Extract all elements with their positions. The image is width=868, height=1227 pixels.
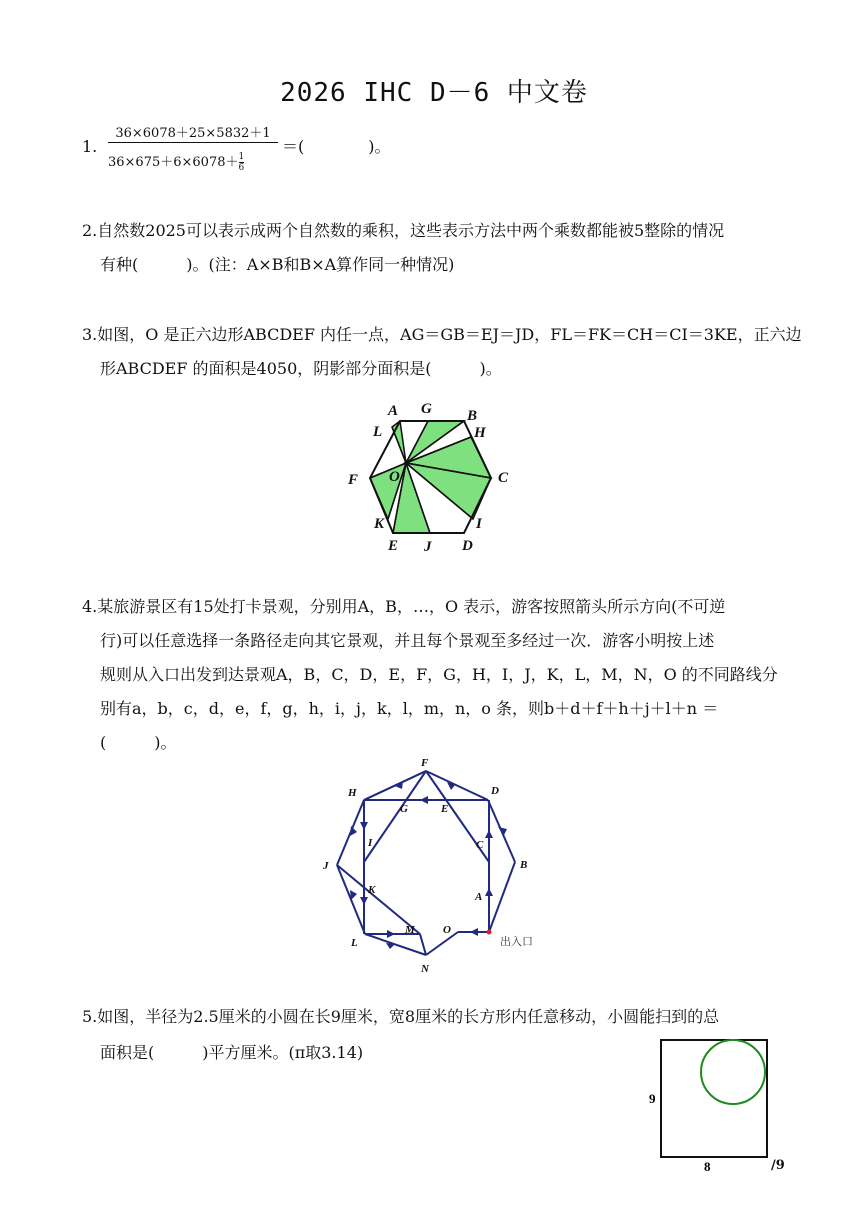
q3-line2: 形ABCDEF 的面积是4050，阴影部分面积是( )。 bbox=[100, 359, 502, 378]
q4-line4: 别有a，b，c，d，e，f，g，h，i，j，k，l，m，n，o 条，则b＋d＋f＋h＋j＋l＋n ＝ bbox=[100, 699, 719, 718]
q1-number: 1. bbox=[82, 137, 98, 156]
hex-label-C: C bbox=[498, 470, 509, 486]
hexagon-figure bbox=[340, 396, 530, 556]
arrow-l bbox=[386, 943, 395, 949]
q1-denominator-subfraction bbox=[239, 152, 245, 173]
route-label-J: J bbox=[323, 860, 329, 872]
hex-label-I: I bbox=[476, 516, 482, 532]
hex-label-D: D bbox=[462, 538, 473, 554]
rectangle-circle-figure bbox=[640, 1032, 780, 1172]
q1-fraction-bar bbox=[108, 142, 278, 143]
hex-label-G: G bbox=[421, 401, 432, 417]
q4-line5: ( )。 bbox=[100, 733, 177, 752]
hex-label-L: L bbox=[373, 424, 383, 440]
q4-line1: 4.某旅游景区有15处打卡景观，分别用A，B，…，O 表示，游客按照箭头所示方向(不可逆 bbox=[82, 597, 726, 616]
route-label-B: B bbox=[520, 859, 528, 871]
arrow-h bbox=[360, 897, 368, 905]
route-label-G: G bbox=[400, 803, 408, 815]
hex-label-F: F bbox=[348, 472, 359, 488]
hex-label-E: E bbox=[388, 538, 399, 554]
small-circle bbox=[701, 1040, 765, 1104]
q1-fraction bbox=[108, 122, 278, 173]
q1-numerator: 36×6078＋25×5832＋1 bbox=[115, 126, 271, 141]
route-arrowheads bbox=[350, 781, 507, 949]
q1-denominator bbox=[108, 151, 278, 173]
page-title: 2026 IHC D－6 中文卷 bbox=[280, 78, 588, 108]
route-label-K: K bbox=[368, 884, 376, 896]
q3-line1: 3.如图，O 是正六边形ABCDEF 内任一点，AG＝GB＝EJ＝JD，FL＝FK＝CH＝CI＝3KE，正六边 bbox=[82, 325, 802, 344]
entrance-label: 出入口 bbox=[500, 935, 533, 948]
hex-label-K: K bbox=[374, 516, 385, 532]
hex-label-A: A bbox=[388, 403, 399, 419]
entrance-dot bbox=[487, 930, 492, 935]
route-label-F: F bbox=[421, 757, 429, 769]
arrow-g bbox=[360, 822, 368, 830]
q4-line2: 行)可以任意选择一条路径走向其它景观，并且每个景观至多经过一次．游客小明按上述 bbox=[100, 631, 715, 650]
hex-label-H: H bbox=[474, 425, 486, 441]
q4-line3: 规则从入口出发到达景观A，B，C，D，E，F，G，H，I，J，K，L，M，N，O 的不同路线分 bbox=[100, 665, 778, 684]
route-label-D: D bbox=[491, 785, 499, 797]
route-label-I: I bbox=[368, 837, 373, 849]
hex-label-J: J bbox=[424, 539, 432, 555]
arrow-f bbox=[420, 796, 428, 804]
hex-label-O: O bbox=[389, 469, 400, 485]
rect-side-label-bottom: 8 bbox=[704, 1159, 711, 1172]
rect-side-label-left: 9 bbox=[649, 1091, 656, 1106]
q2-line2: 有种( )。(注：A×B和B×A算作同一种情况) bbox=[100, 255, 455, 274]
q2-line1: 2.自然数2025可以表示成两个自然数的乘积，这些表示方法中两个乘数都能被5整除的情况 bbox=[82, 221, 725, 240]
arrow-b bbox=[485, 830, 493, 838]
route-label-O: O bbox=[443, 924, 451, 936]
arrow-k bbox=[387, 930, 395, 938]
arrow-j bbox=[350, 890, 357, 900]
route-graph-figure bbox=[310, 752, 560, 977]
q5-line2: 面积是( )平方厘米。(π取3.14) bbox=[100, 1043, 364, 1062]
arrow-m bbox=[470, 928, 478, 936]
q1-sub-num: 1 bbox=[238, 152, 245, 162]
arrow-a bbox=[485, 888, 493, 896]
route-label-H: H bbox=[348, 787, 357, 799]
route-label-A: A bbox=[475, 891, 483, 903]
route-label-M: M bbox=[405, 924, 415, 936]
route-label-C: C bbox=[476, 839, 484, 851]
q1-sub-den: 6 bbox=[238, 163, 245, 173]
page-number: /9 bbox=[771, 1158, 785, 1173]
q5-line1: 5.如图，半径为2.5厘米的小圆在长9厘米，宽8厘米的长方形内任意移动，小圆能扫到的总 bbox=[82, 1007, 720, 1026]
q1-tail: ＝( )。 bbox=[282, 137, 391, 156]
q1-denominator-main: 36×675＋6×6078＋ bbox=[108, 155, 239, 170]
hex-label-B: B bbox=[467, 408, 478, 424]
route-label-N: N bbox=[421, 963, 429, 975]
route-label-E: E bbox=[441, 803, 449, 815]
route-label-L: L bbox=[351, 937, 358, 949]
